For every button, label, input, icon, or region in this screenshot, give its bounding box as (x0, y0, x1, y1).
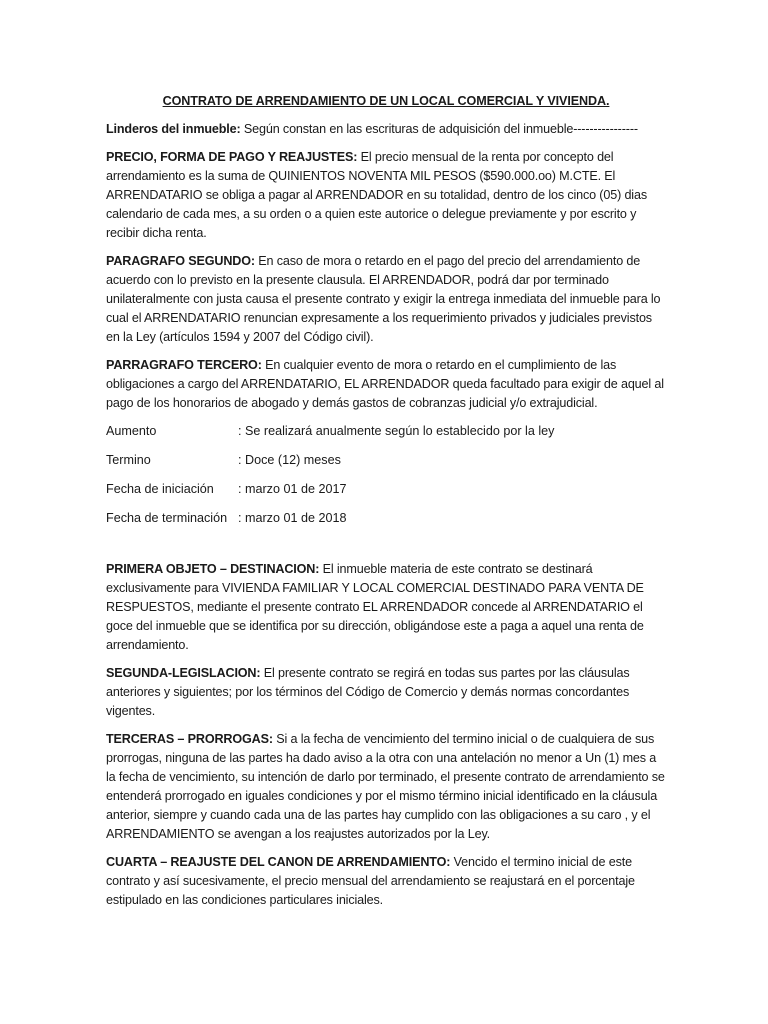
term-label: Fecha de terminación (106, 511, 228, 525)
term-value: : Se realizará anualmente según lo establecido por la ley (238, 424, 555, 438)
clause-paragrafo-segundo (106, 252, 666, 347)
clause-label: TERCERAS – PRORROGAS: (106, 732, 273, 746)
clause-label: SEGUNDA-LEGISLACION: (106, 666, 261, 680)
term-row-fecha-terminacion (106, 509, 666, 528)
clause-primera (106, 560, 666, 655)
term-row-fecha-iniciacion (106, 480, 666, 499)
term-label: Aumento (106, 424, 157, 438)
clause-text: En cualquier evento de mora o retardo en el cumplimiento de las obligaciones a cargo del ARRENDATARIO, EL ARRENDADOR queda facultado para exigir de aquel al pago de los honorarios de abogado y demás gastos de cobranzas judicial y/o extrajudicial. (106, 358, 664, 410)
clause-text: El inmueble materia de este contrato se destinará exclusivamente para VIVIENDA FAMILIAR Y LOCAL COMERCIAL DESTINADO PARA VENTA DE RESPUESTOS, mediante el presente contrato EL ARRENDADOR concede al ARRENDATARIO el goce del inmueble que se identifica por su dirección, obligándose este a paga a aquel una renta de arrendamiento. (106, 562, 644, 652)
term-value: : Doce (12) meses (238, 453, 341, 467)
term-row-termino (106, 451, 666, 470)
clause-cuarta (106, 853, 666, 910)
clause-text: El presente contrato se regirá en todas sus partes por las cláusulas anteriores y siguientes; por los términos del Código de Comercio y demás normas concordantes vigentes. (106, 666, 630, 718)
term-value: : marzo 01 de 2017 (238, 482, 347, 496)
clause-segunda (106, 664, 666, 721)
clause-label: PRIMERA OBJETO – DESTINACION: (106, 562, 320, 576)
clause-label: PARAGRAFO SEGUNDO: (106, 254, 255, 268)
clause-precio (106, 148, 666, 243)
clause-text: El precio mensual de la renta por concepto del arrendamiento es la suma de QUINIENTOS NOVENTA MIL PESOS ($590.000.oo) M.CTE. El ARRENDATARIO se obliga a pagar al ARRENDADOR en su totalidad, dentro de los cinco (05) dias calendario de cada mes, a su orden o a quien este autorice o delegue previamente y por escrito y recibir dicha renta. (106, 150, 647, 240)
clause-label: PARRAGRAFO TERCERO: (106, 358, 262, 372)
clause-terceras (106, 730, 666, 844)
document-page (106, 92, 666, 919)
clause-text: Vencido el termino inicial de este contrato y así sucesivamente, el precio mensual del arrendamiento se reajustará en el porcentaje estipulado en las condiciones particulares iniciales. (106, 855, 635, 907)
linderos-text: Según constan en las escrituras de adquisición del inmueble---------------- (240, 122, 638, 136)
section-spacer (106, 548, 666, 560)
clause-text: Si a la fecha de vencimiento del termino inicial o de cualquiera de sus prorrogas, ninguna de las partes ha dado aviso a la otra con una antelación no menor a Un (1) mes a la fecha de vencimiento, su intención de darlo por terminado, el presente contrato de arrendamiento se entenderá prorrogado en iguales condiciones y por el mismo término inicial identificado en la cláusula anterior, siempre y cuando cada una de las partes hay cumplido con las obligaciones a su caro , y el ARRENDAMIENTO se avengan a los reajustes autorizados por la Ley. (106, 732, 665, 841)
linderos-paragraph (106, 120, 666, 139)
terms-table (106, 422, 666, 528)
term-label: Fecha de iniciación (106, 482, 214, 496)
clause-label: PRECIO, FORMA DE PAGO Y REAJUSTES: (106, 150, 358, 164)
linderos-label: Linderos del inmueble: (106, 122, 241, 136)
clause-parragrafo-tercero (106, 356, 666, 413)
clause-label: CUARTA – REAJUSTE DEL CANON DE ARRENDAMIENTO: (106, 855, 451, 869)
clause-text: En caso de mora o retardo en el pago del precio del arrendamiento de acuerdo con lo previsto en la presente clausula. El ARRENDADOR, podrá dar por terminado unilateralmente con justa causa el presente contrato y exigir la entrega inmediata del inmueble para lo cual el ARRENDATARIO renuncian expresamente a los requerimiento privados y judiciales previstos en la Ley (artículos 1594 y 2007 del Código civil). (106, 254, 661, 344)
document-title: CONTRATO DE ARRENDAMIENTO DE UN LOCAL COMERCIAL Y VIVIENDA. (162, 94, 610, 108)
term-row-aumento (106, 422, 666, 441)
term-label: Termino (106, 453, 151, 467)
term-value: : marzo 01 de 2018 (238, 511, 347, 525)
